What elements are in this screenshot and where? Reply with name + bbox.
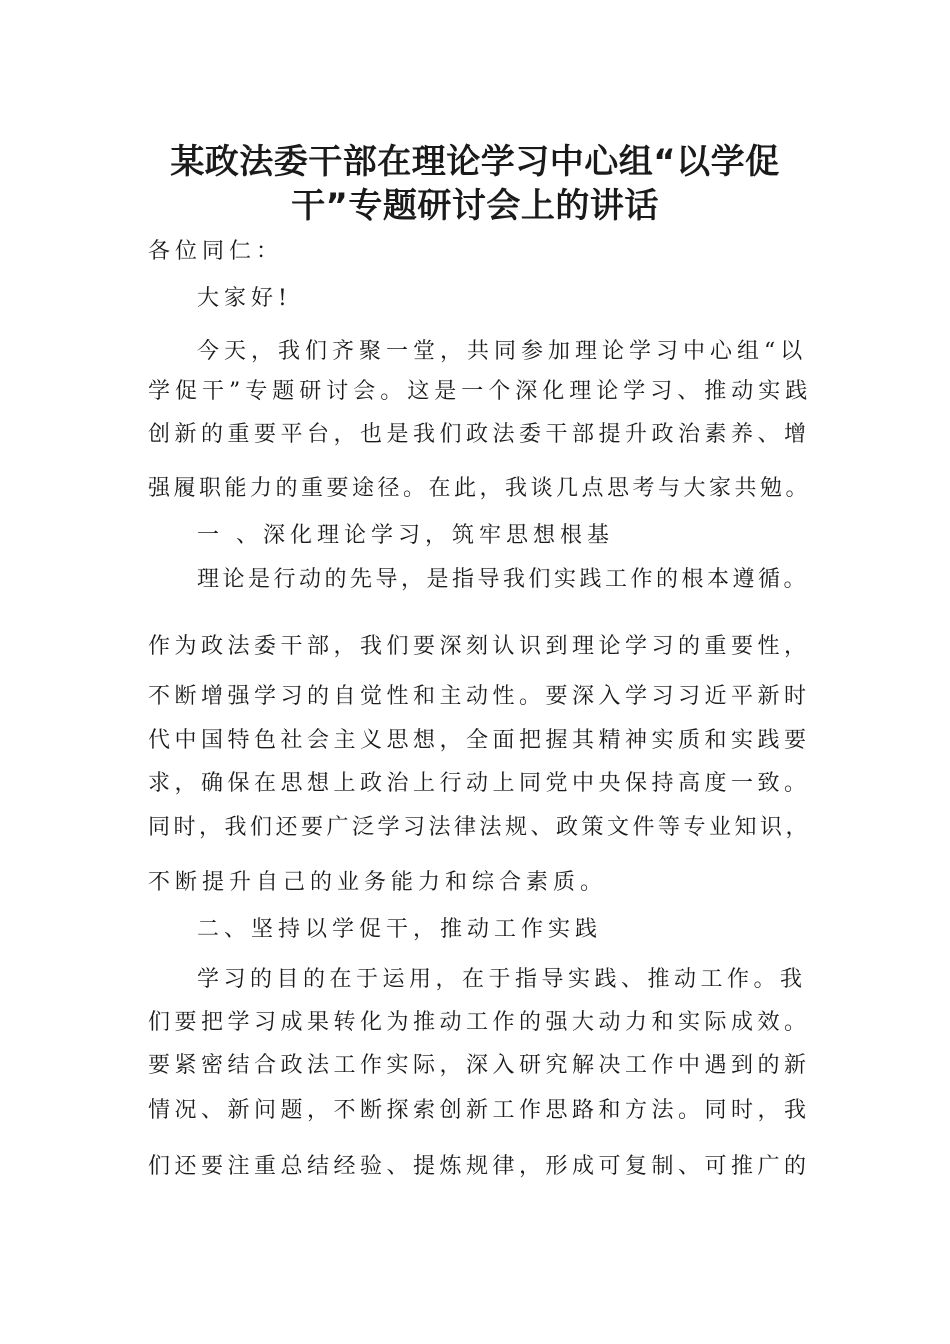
paragraph-line: 不断提升自己的业务能力和综合素质。 xyxy=(148,870,608,895)
paragraph-line: 学促干”专题研讨会。这是一个深化理论学习、推动实践 xyxy=(148,379,813,404)
paragraph-line: 情况、新问题，不断探索创新工作思路和方法。同时，我 xyxy=(148,1098,811,1123)
section-heading-1: 一 、深化理论学习，筑牢思想根基 xyxy=(197,523,614,548)
paragraph-line: 理论是行动的先导，是指导我们实践工作的根本遵循。 xyxy=(197,567,810,592)
paragraph-line: 代中国特色社会主义思想，全面把握其精神实质和实践要 xyxy=(148,728,811,753)
paragraph-line: 创新的重要平台，也是我们政法委干部提升政治素养、增 xyxy=(148,422,811,447)
paragraph-line: 们要把学习成果转化为推动工作的强大动力和实际成效。 xyxy=(148,1010,811,1035)
paragraph-line: 学习的目的在于运用，在于指导实践、推动工作。我 xyxy=(197,967,807,992)
paragraph-line: 强履职能力的重要途径。在此，我谈几点思考与大家共勉。 xyxy=(148,476,812,501)
paragraph-line: 要紧密结合政法工作实际，深入研究解决工作中遇到的新 xyxy=(148,1053,811,1078)
paragraph-line: 不断增强学习的自觉性和主动性。要深入学习习近平新时 xyxy=(148,684,811,709)
paragraph-line: 们还要注重总结经验、提炼规律，形成可复制、可推广的 xyxy=(148,1154,811,1179)
section-heading-2: 二、坚持以学促干，推动工作实践 xyxy=(197,917,603,942)
paragraph-line: 求，确保在思想上政治上行动上同党中央保持高度一致。 xyxy=(148,771,811,796)
paragraph-line: 作为政法委干部，我们要深刻认识到理论学习的重要性， xyxy=(148,634,811,659)
paragraph-line: 同时，我们还要广泛学习法律法规、政策文件等专业知识， xyxy=(148,815,812,840)
document-title-line-2: 干”专题研讨会上的讲话 xyxy=(291,186,659,226)
salutation: 各位同仁： xyxy=(148,239,284,264)
paragraph-line: 今天，我们齐聚一堂，共同参加理论学习中心组“以 xyxy=(197,339,808,364)
document-title-line-1: 某政法委干部在理论学习中心组“以学促 xyxy=(170,142,780,182)
greeting: 大家好! xyxy=(197,286,292,311)
